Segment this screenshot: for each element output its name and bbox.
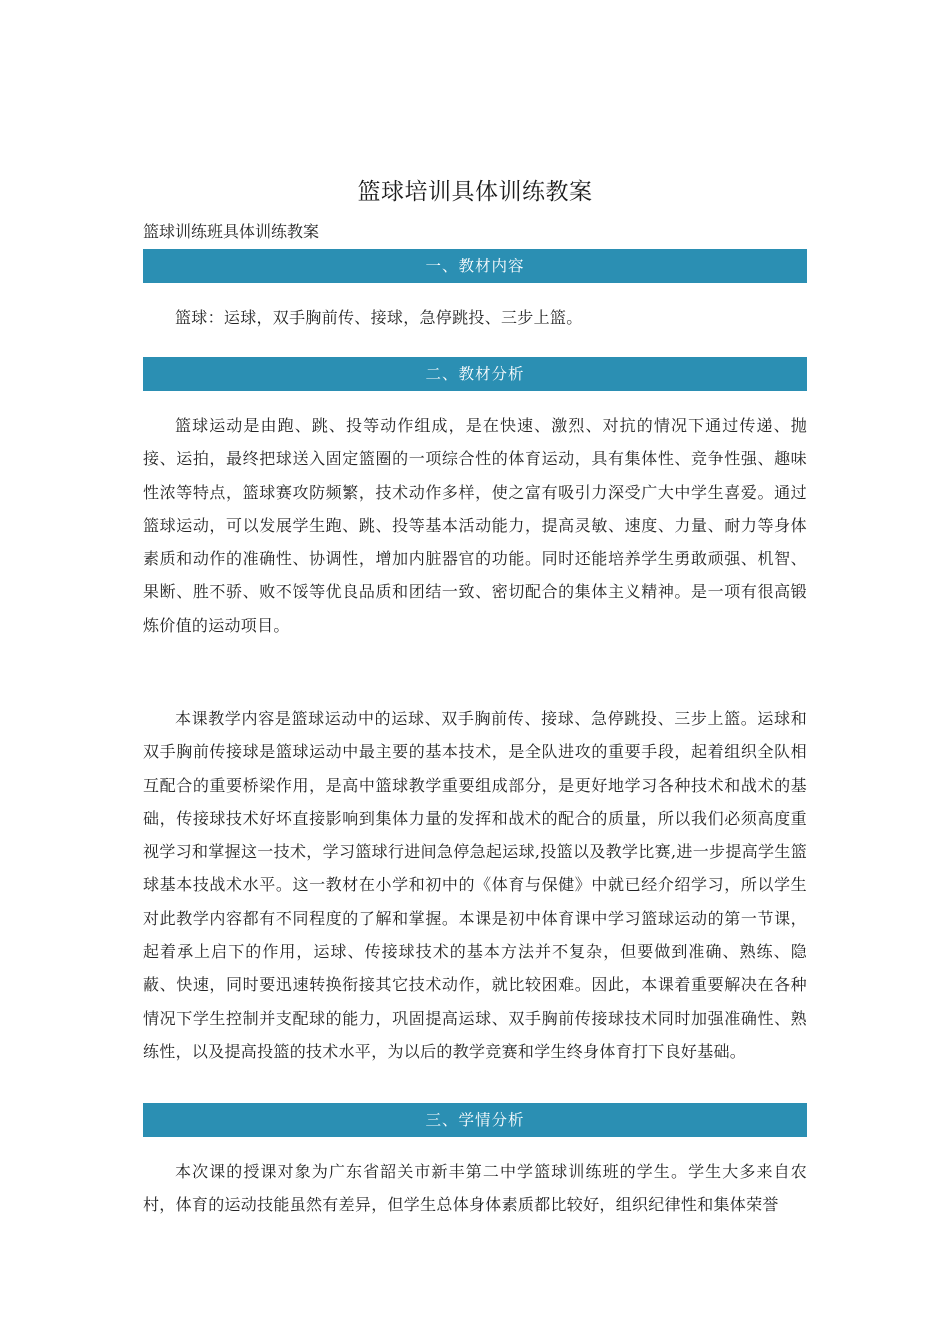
paragraph-material-analysis-2: 本课教学内容是篮球运动中的运球、双手胸前传、接球、急停跳投、三步上篮。运球和双手胸前传接球是篮球运动中最主要的基本技术，是全队进攻的重要手段，起着组织全队相互配合的重要桥梁作用，是高中篮球教学重要组成部分，是更好地学习各种技术和战术的基础，传接球技术好坏直接影响到集体力量的发挥和战术的配合的质量，所以我们必须高度重视学习和掌握这一技术，学习篮球行进间急停急起运球,投篮以及教学比赛,进一步提高学生篮球基本技战术水平。这一教材在小学和初中的《体育与保健》中就已经介绍学习，所以学生对此教学内容都有不同程度的了解和掌握。本课是初中体育课中学习篮球运动的第一节课，起着承上启下的作用，运球、传接球技术的基本方法并不复杂，但要做到准确、熟练、隐蔽、快速，同时要迅速转换衔接其它技术动作，就比较困难。因此，本课着重要解决在各种情况下学生控制并支配球的能力，巩固提高运球、双手胸前传接球技术同时加强准确性、熟练性，以及提高投篮的技术水平，为以后的教学竞赛和学生终身体育打下良好基础。 (143, 709, 807, 1061)
section-heading-material-analysis: 二、教材分析 (143, 357, 807, 391)
paragraph-student-analysis: 本次课的授课对象为广东省韶关市新丰第二中学篮球训练班的学生。学生大多来自农村，体育的运动技能虽然有差异，但学生总体身体素质都比较好，组织纪律性和集体荣誉 (143, 1162, 807, 1215)
section-heading-teaching-content: 一、教材内容 (143, 249, 807, 283)
paragraph-teaching-content: 篮球：运球，双手胸前传、接球，急停跳投、三步上篮。 (175, 308, 583, 327)
paragraph-material-analysis-1: 篮球运动是由跑、跳、投等动作组成，是在快速、激烈、对抗的情况下通过传递、抛接、运拍，最终把球送入固定篮圈的一项综合性的体育运动，具有集体性、竞争性强、趣味性浓等特点，篮球赛攻防频繁，技术动作多样，使之富有吸引力深受广大中学生喜爱。通过篮球运动，可以发展学生跑、跳、投等基本活动能力，提高灵敏、速度、力量、耐力等身体素质和动作的准确性、协调性，增加内脏器官的功能。同时还能培养学生勇敢顽强、机智、果断、胜不骄、败不馁等优良品质和团结一致、密切配合的集体主义精神。是一项有很高锻炼价值的运动项目。 (143, 416, 807, 635)
document-title: 篮球培训具体训练教案 (357, 179, 593, 205)
document-subtitle: 篮球训练班具体训练教案 (143, 222, 320, 241)
section-heading-student-analysis: 三、学情分析 (143, 1103, 807, 1137)
